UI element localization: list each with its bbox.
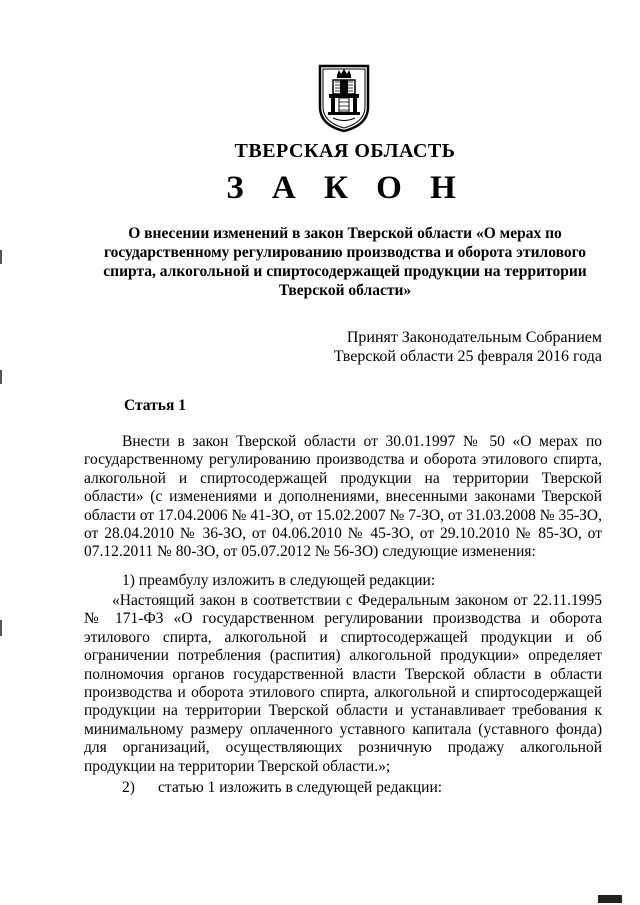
scan-edge-mark (0, 620, 2, 636)
adoption-line-1: Принят Законодательным Собранием (346, 329, 602, 346)
scan-edge-mark (598, 895, 622, 903)
item-2-text: статью 1 изложить в следующей редакции: (158, 779, 443, 796)
region-heading: ТВЕРСКАЯ ОБЛАСТЬ (234, 140, 456, 162)
adoption-line-2: Тверской области 25 февраля 2016 года (333, 348, 602, 365)
coat-of-arms-icon (317, 63, 371, 133)
scan-edge-mark (0, 370, 2, 384)
item-2-number: 2) (122, 779, 135, 796)
document-type-heading: З А К О Н (226, 170, 466, 206)
scan-edge-mark (0, 250, 2, 264)
intro-paragraph: Внести в закон Тверской области от 30.01.1997 № 50 «О мерах по государственному регулированию производства и оборота этилового спирта, алкогольной и спиртосодержащей продукции на территории Тверской области» (с изменениями и дополнениями, внесенными законами Тверской области от 17.04.2006 № 41-ЗО, от 15.02.2007 № 7-ЗО, от 31.03.2008 № 35-ЗО, от 28.04.2010 № 36-ЗО, от 04.06.2010 № 45-ЗО, от 29.10.2010 № 85-ЗО, от 07.12.2011 № 80-ЗО, от 05.07.2012 № 56-ЗО) следующие изменения: (84, 433, 602, 561)
adoption-note (320, 328, 602, 366)
article-heading: Статья 1 (124, 397, 186, 414)
item-1: 1) преамбулу изложить в следующей редакции: (122, 572, 436, 589)
item-1-quote: «Настоящий закон в соответствии с Федеральным законом от 22.11.1995 № 171-ФЗ «О государственном регулировании производства и оборота этилового спирта, алкогольной и спиртосодержащей продукции и об ограничении потребления (распития) алкогольной продукции» определяет полномочия органов государственной власти Тверской области в области производства и оборота этилового спирта, алкогольной и спиртосодержащей продукции на территории Тверской области и устанавливает требования к минимальному размеру оплаченного уставного капитала (уставного фонда) для организаций, осуществляющих розничную продажу алкогольной продукции на территории Тверской области.»; (84, 592, 602, 775)
law-title: О внесении изменений в закон Тверской области «О мерах по государственному регулированию производства и оборота этилового спирта, алкогольной и спиртосодержащей продукции на территории Тверской области» (103, 225, 587, 299)
